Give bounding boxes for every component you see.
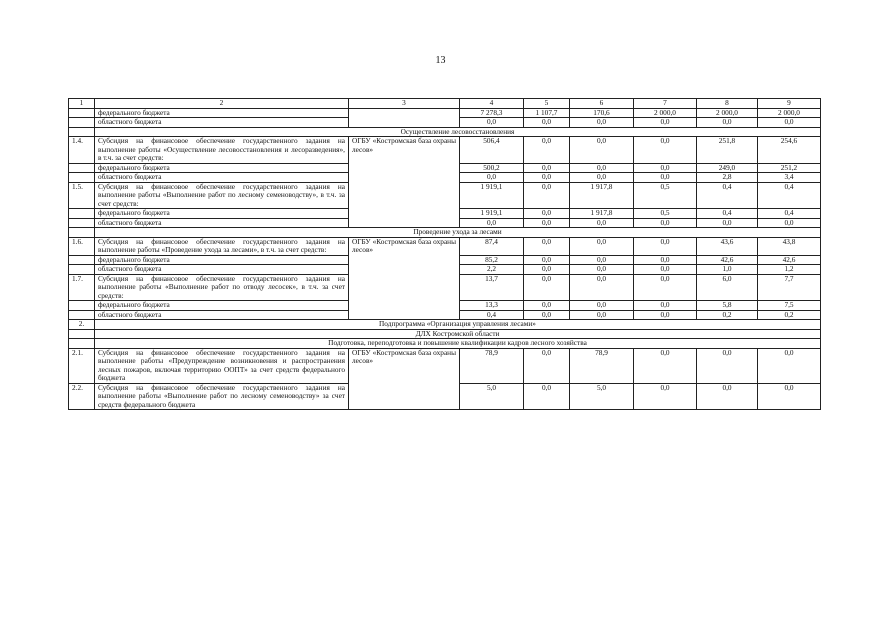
item-description: Субсидия на финансовое обеспечение государственного задания на выполнение работы «Выполнение работ по лесному семеноводству» за счет средств федерального бюджета [95, 383, 349, 410]
value-cell: 0,0 [524, 218, 570, 228]
value-cell: 7 278,3 [460, 108, 524, 118]
value-cell: 0,0 [524, 118, 570, 128]
value-cell: 0,0 [524, 237, 570, 255]
value-cell: 0,0 [524, 310, 570, 320]
value-cell: 0,0 [634, 383, 697, 410]
header-row [69, 99, 821, 109]
table-row [69, 237, 821, 255]
value-cell: 0,0 [570, 255, 634, 265]
value-cell: 0,0 [570, 274, 634, 301]
value-cell: 0,0 [460, 218, 524, 228]
value-cell: 1 107,7 [524, 108, 570, 118]
value-cell: 249,0 [697, 163, 758, 173]
value-cell: 0,5 [634, 209, 697, 219]
value-cell: 0,0 [524, 348, 570, 383]
section-title: Проведение ухода за лесами [95, 228, 821, 238]
item-number: 2.2. [69, 383, 95, 410]
value-cell: 0,0 [570, 173, 634, 183]
item-description: Субсидия на финансовое обеспечение государственного задания на выполнение работы «Проведение ухода за лесами», в т.ч. за счет средств: [95, 237, 349, 255]
value-cell: 1 919,1 [460, 182, 524, 209]
row-label: областного бюджета [95, 310, 349, 320]
organization: ОГБУ «Костромская база охраны лесов» [349, 237, 460, 320]
value-cell: 0,5 [634, 182, 697, 209]
header-cell: 4 [460, 99, 524, 109]
item-description: Субсидия на финансовое обеспечение государственного задания на выполнение работы «Осуществление лесовосстановления и лесоразведения», в т.ч. за счет средств: [95, 137, 349, 164]
header-cell: 1 [69, 99, 95, 109]
value-cell: 0,0 [524, 383, 570, 410]
header-cell: 2 [95, 99, 349, 109]
header-cell: 8 [697, 99, 758, 109]
item-number: 2. [69, 320, 95, 330]
item-number: 1.5. [69, 182, 95, 209]
value-cell: 0,0 [634, 348, 697, 383]
section-row [69, 228, 821, 238]
value-cell: 0,0 [697, 383, 758, 410]
value-cell: 0,0 [758, 383, 821, 410]
value-cell: 0,0 [758, 218, 821, 228]
value-cell: 0,0 [570, 237, 634, 255]
value-cell: 170,6 [570, 108, 634, 118]
value-cell: 13,3 [460, 301, 524, 311]
value-cell: 0,0 [570, 218, 634, 228]
row-label: федерального бюджета [95, 163, 349, 173]
row-label: федерального бюджета [95, 301, 349, 311]
value-cell: 0,0 [570, 265, 634, 275]
value-cell: 1,0 [697, 265, 758, 275]
value-cell: 0,0 [524, 265, 570, 275]
value-cell: 0,0 [697, 118, 758, 128]
value-cell: 0,0 [634, 255, 697, 265]
value-cell: 1,2 [758, 265, 821, 275]
value-cell: 85,2 [460, 255, 524, 265]
value-cell: 0,0 [524, 274, 570, 301]
value-cell: 13,7 [460, 274, 524, 301]
value-cell: 5,0 [460, 383, 524, 410]
table-row [69, 348, 821, 383]
value-cell: 0,0 [758, 118, 821, 128]
value-cell: 0,0 [697, 348, 758, 383]
value-cell: 0,0 [570, 137, 634, 164]
section-row [69, 339, 821, 349]
value-cell: 2,8 [697, 173, 758, 183]
value-cell: 0,2 [697, 310, 758, 320]
value-cell: 0,0 [524, 182, 570, 209]
table-row [69, 108, 821, 118]
value-cell: 0,0 [634, 218, 697, 228]
item-description: Субсидия на финансовое обеспечение государственного задания на выполнение работы «Выполнение работ по лесному семеноводству», в т.ч. за счет средств: [95, 182, 349, 209]
value-cell: 42,6 [697, 255, 758, 265]
value-cell: 0,0 [524, 173, 570, 183]
value-cell: 42,6 [758, 255, 821, 265]
value-cell: 0,0 [697, 218, 758, 228]
row-label: федерального бюджета [95, 255, 349, 265]
row-label: областного бюджета [95, 173, 349, 183]
row-label: областного бюджета [95, 118, 349, 128]
value-cell: 0,4 [697, 209, 758, 219]
value-cell: 7,5 [758, 301, 821, 311]
value-cell: 6,0 [697, 274, 758, 301]
page-number: 13 [435, 55, 446, 66]
header-cell: 3 [349, 99, 460, 109]
value-cell: 5,0 [570, 383, 634, 410]
value-cell: 0,0 [634, 137, 697, 164]
value-cell: 1 917,8 [570, 182, 634, 209]
item-number: 1.4. [69, 137, 95, 164]
value-cell: 0,0 [524, 209, 570, 219]
value-cell: 0,0 [634, 274, 697, 301]
value-cell: 2 000,0 [634, 108, 697, 118]
subprogram-row [69, 320, 821, 330]
value-cell: 0,0 [524, 301, 570, 311]
value-cell: 7,7 [758, 274, 821, 301]
value-cell: 0,0 [634, 163, 697, 173]
row-label: федерального бюджета [95, 108, 349, 118]
value-cell: 0,4 [758, 182, 821, 209]
value-cell: 506,4 [460, 137, 524, 164]
row-label: федерального бюджета [95, 209, 349, 219]
item-description: Субсидия на финансовое обеспечение государственного задания на выполнение работы «Предупреждение возникновения и распространения лесных пожаров, включая территорию ООПТ» за счет средств федерального бюджета [95, 348, 349, 383]
value-cell: 0,0 [570, 301, 634, 311]
section-title: Подготовка, переподготовка и повышение квалификации кадров лесного хозяйства [95, 339, 821, 349]
organization: ОГБУ «Костромская база охраны лесов» [349, 348, 460, 410]
value-cell: 0,0 [758, 348, 821, 383]
value-cell: 0,0 [524, 137, 570, 164]
value-cell: 3,4 [758, 173, 821, 183]
value-cell: 251,8 [697, 137, 758, 164]
value-cell: 5,8 [697, 301, 758, 311]
value-cell: 254,6 [758, 137, 821, 164]
value-cell: 500,2 [460, 163, 524, 173]
value-cell: 1 917,8 [570, 209, 634, 219]
item-number: 1.7. [69, 274, 95, 301]
subprogram-title: Подпрограмма «Организация управления лесами» [95, 320, 821, 330]
value-cell: 78,9 [570, 348, 634, 383]
value-cell: 0,0 [634, 301, 697, 311]
value-cell: 0,4 [697, 182, 758, 209]
value-cell: 1 919,1 [460, 209, 524, 219]
value-cell: 78,9 [460, 348, 524, 383]
value-cell: 0,0 [524, 255, 570, 265]
value-cell: 0,0 [634, 173, 697, 183]
value-cell: 43,8 [758, 237, 821, 255]
value-cell: 0,0 [634, 237, 697, 255]
row-label: областного бюджета [95, 218, 349, 228]
value-cell: 87,4 [460, 237, 524, 255]
organization: ОГБУ «Костромская база охраны лесов» [349, 137, 460, 228]
value-cell: 0,0 [524, 163, 570, 173]
value-cell: 0,2 [758, 310, 821, 320]
value-cell: 0,4 [460, 310, 524, 320]
value-cell: 2 000,0 [697, 108, 758, 118]
value-cell: 0,0 [460, 118, 524, 128]
item-number: 1.6. [69, 237, 95, 255]
value-cell: 0,4 [758, 209, 821, 219]
value-cell: 0,0 [570, 310, 634, 320]
budget-table [68, 98, 821, 410]
value-cell: 0,0 [460, 173, 524, 183]
value-cell: 251,2 [758, 163, 821, 173]
table-row [69, 137, 821, 164]
value-cell: 0,0 [570, 118, 634, 128]
value-cell: 0,0 [634, 310, 697, 320]
value-cell: 2 000,0 [758, 108, 821, 118]
value-cell: 0,0 [634, 265, 697, 275]
header-cell: 5 [524, 99, 570, 109]
header-cell: 6 [570, 99, 634, 109]
department-title: ДЛХ Костромской области [95, 329, 821, 339]
item-number: 2.1. [69, 348, 95, 383]
section-title: Осуществление лесовосстановления [95, 127, 821, 137]
item-description: Субсидия на финансовое обеспечение государственного задания на выполнение работы «Выполнение работ по отводу лесосек», в т.ч. за счет средств: [95, 274, 349, 301]
value-cell: 0,0 [634, 118, 697, 128]
row-label: областного бюджета [95, 265, 349, 275]
value-cell: 2,2 [460, 265, 524, 275]
value-cell: 43,6 [697, 237, 758, 255]
value-cell: 0,0 [570, 163, 634, 173]
header-cell: 7 [634, 99, 697, 109]
header-cell: 9 [758, 99, 821, 109]
